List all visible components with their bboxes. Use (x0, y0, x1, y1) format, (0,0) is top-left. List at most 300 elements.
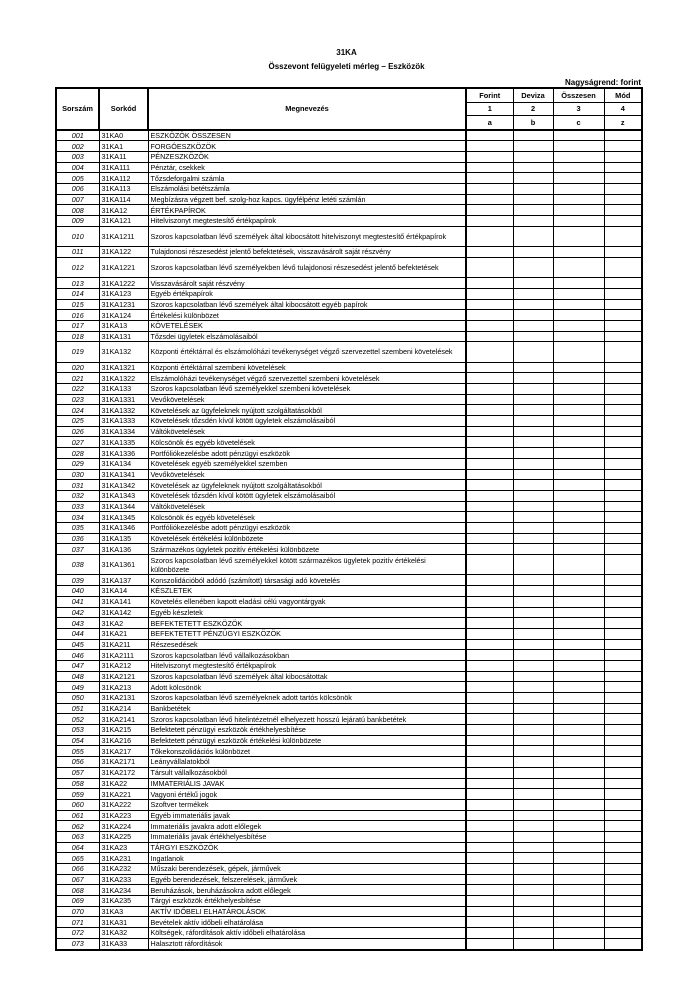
cell-deviza[interactable] (513, 141, 553, 152)
cell-osszesen[interactable] (553, 183, 604, 194)
cell-forint[interactable] (466, 650, 513, 661)
row-name: Szoros kapcsolatban lévő hitelintézetnél elhelyezett hosszú lejáratú bankbetétek (148, 714, 466, 725)
cell-mod[interactable] (604, 853, 642, 864)
cell-mod[interactable] (604, 151, 642, 162)
cell-forint[interactable] (466, 310, 513, 321)
cell-osszesen[interactable] (553, 384, 604, 395)
cell-osszesen[interactable] (553, 362, 604, 373)
cell-osszesen[interactable] (553, 257, 604, 277)
cell-osszesen[interactable] (553, 320, 604, 331)
cell-osszesen[interactable] (553, 778, 604, 789)
cell-osszesen[interactable] (553, 501, 604, 512)
cell-mod[interactable] (604, 405, 642, 416)
cell-forint[interactable] (466, 885, 513, 896)
cell-mod[interactable] (604, 226, 642, 246)
cell-osszesen[interactable] (553, 226, 604, 246)
cell-osszesen[interactable] (553, 533, 604, 544)
cell-forint[interactable] (466, 821, 513, 832)
cell-forint[interactable] (466, 555, 513, 575)
cell-deviza[interactable] (513, 821, 553, 832)
cell-deviza[interactable] (513, 288, 553, 299)
cell-forint[interactable] (466, 130, 513, 141)
cell-deviza[interactable] (513, 874, 553, 885)
cell-osszesen[interactable] (553, 650, 604, 661)
row-code: 31KA224 (99, 821, 148, 832)
row-number: 070 (56, 906, 99, 917)
cell-deviza[interactable] (513, 660, 553, 671)
cell-forint[interactable] (466, 437, 513, 448)
cell-forint[interactable] (466, 917, 513, 928)
cell-osszesen[interactable] (553, 928, 604, 939)
cell-deviza[interactable] (513, 320, 553, 331)
cell-osszesen[interactable] (553, 512, 604, 523)
cell-mod[interactable] (604, 874, 642, 885)
cell-forint[interactable] (466, 596, 513, 607)
cell-mod[interactable] (604, 789, 642, 800)
cell-forint[interactable] (466, 469, 513, 480)
cell-deviza[interactable] (513, 469, 553, 480)
cell-osszesen[interactable] (553, 448, 604, 459)
cell-mod[interactable] (604, 173, 642, 184)
cell-deviza[interactable] (513, 746, 553, 757)
cell-mod[interactable] (604, 555, 642, 575)
cell-osszesen[interactable] (553, 247, 604, 258)
cell-osszesen[interactable] (553, 130, 604, 141)
cell-forint[interactable] (466, 194, 513, 205)
cell-deviza[interactable] (513, 373, 553, 384)
cell-osszesen[interactable] (553, 575, 604, 586)
cell-deviza[interactable] (513, 512, 553, 523)
cell-deviza[interactable] (513, 458, 553, 469)
cell-osszesen[interactable] (553, 799, 604, 810)
cell-mod[interactable] (604, 512, 642, 523)
cell-osszesen[interactable] (553, 490, 604, 501)
cell-osszesen[interactable] (553, 278, 604, 289)
cell-mod[interactable] (604, 575, 642, 586)
cell-deviza[interactable] (513, 480, 553, 491)
cell-forint[interactable] (466, 842, 513, 853)
cell-forint[interactable] (466, 331, 513, 342)
cell-forint[interactable] (466, 278, 513, 289)
cell-osszesen[interactable] (553, 205, 604, 216)
cell-mod[interactable] (604, 671, 642, 682)
cell-forint[interactable] (466, 384, 513, 395)
row-name: Egyéb immateriális javak (148, 810, 466, 821)
cell-deviza[interactable] (513, 928, 553, 939)
cell-osszesen[interactable] (553, 288, 604, 299)
cell-mod[interactable] (604, 490, 642, 501)
cell-mod[interactable] (604, 628, 642, 639)
cell-mod[interactable] (604, 257, 642, 277)
cell-deviza[interactable] (513, 173, 553, 184)
cell-osszesen[interactable] (553, 767, 604, 778)
cell-deviza[interactable] (513, 906, 553, 917)
cell-forint[interactable] (466, 522, 513, 533)
cell-forint[interactable] (466, 205, 513, 216)
cell-deviza[interactable] (513, 767, 553, 778)
cell-forint[interactable] (466, 394, 513, 405)
cell-osszesen[interactable] (553, 310, 604, 321)
cell-forint[interactable] (466, 226, 513, 246)
cell-forint[interactable] (466, 628, 513, 639)
cell-deviza[interactable] (513, 342, 553, 362)
cell-forint[interactable] (466, 864, 513, 875)
cell-mod[interactable] (604, 384, 642, 395)
cell-deviza[interactable] (513, 789, 553, 800)
cell-deviza[interactable] (513, 278, 553, 289)
cell-osszesen[interactable] (553, 458, 604, 469)
cell-mod[interactable] (604, 331, 642, 342)
cell-forint[interactable] (466, 725, 513, 736)
cell-mod[interactable] (604, 141, 642, 152)
cell-mod[interactable] (604, 194, 642, 205)
cell-osszesen[interactable] (553, 194, 604, 205)
cell-forint[interactable] (466, 173, 513, 184)
cell-mod[interactable] (604, 842, 642, 853)
cell-deviza[interactable] (513, 183, 553, 194)
cell-forint[interactable] (466, 735, 513, 746)
cell-osszesen[interactable] (553, 416, 604, 427)
cell-mod[interactable] (604, 216, 642, 227)
cell-forint[interactable] (466, 216, 513, 227)
cell-mod[interactable] (604, 735, 642, 746)
cell-osszesen[interactable] (553, 628, 604, 639)
cell-deviza[interactable] (513, 205, 553, 216)
cell-mod[interactable] (604, 639, 642, 650)
cell-deviza[interactable] (513, 299, 553, 310)
cell-forint[interactable] (466, 405, 513, 416)
cell-forint[interactable] (466, 682, 513, 693)
cell-mod[interactable] (604, 394, 642, 405)
cell-mod[interactable] (604, 757, 642, 768)
cell-deviza[interactable] (513, 885, 553, 896)
cell-osszesen[interactable] (553, 173, 604, 184)
cell-deviza[interactable] (513, 416, 553, 427)
cell-forint[interactable] (466, 490, 513, 501)
cell-mod[interactable] (604, 320, 642, 331)
cell-mod[interactable] (604, 278, 642, 289)
cell-forint[interactable] (466, 512, 513, 523)
cell-mod[interactable] (604, 725, 642, 736)
cell-forint[interactable] (466, 767, 513, 778)
cell-mod[interactable] (604, 183, 642, 194)
cell-forint[interactable] (466, 714, 513, 725)
cell-mod[interactable] (604, 906, 642, 917)
cell-deviza[interactable] (513, 575, 553, 586)
cell-mod[interactable] (604, 938, 642, 949)
cell-forint[interactable] (466, 448, 513, 459)
cell-forint[interactable] (466, 703, 513, 714)
cell-deviza[interactable] (513, 162, 553, 173)
cell-mod[interactable] (604, 288, 642, 299)
cell-deviza[interactable] (513, 533, 553, 544)
cell-mod[interactable] (604, 810, 642, 821)
cell-osszesen[interactable] (553, 917, 604, 928)
cell-osszesen[interactable] (553, 842, 604, 853)
cell-deviza[interactable] (513, 896, 553, 907)
cell-deviza[interactable] (513, 362, 553, 373)
cell-deviza[interactable] (513, 725, 553, 736)
cell-mod[interactable] (604, 448, 642, 459)
cell-osszesen[interactable] (553, 426, 604, 437)
cell-deviza[interactable] (513, 628, 553, 639)
cell-mod[interactable] (604, 885, 642, 896)
cell-osszesen[interactable] (553, 544, 604, 555)
cell-mod[interactable] (604, 469, 642, 480)
cell-forint[interactable] (466, 831, 513, 842)
cell-deviza[interactable] (513, 586, 553, 597)
cell-deviza[interactable] (513, 938, 553, 949)
cell-forint[interactable] (466, 874, 513, 885)
cell-deviza[interactable] (513, 714, 553, 725)
row-name: TÁRGYI ESZKÖZÖK (148, 842, 466, 853)
cell-forint[interactable] (466, 162, 513, 173)
cell-deviza[interactable] (513, 216, 553, 227)
cell-osszesen[interactable] (553, 853, 604, 864)
cell-deviza[interactable] (513, 522, 553, 533)
cell-forint[interactable] (466, 288, 513, 299)
cell-osszesen[interactable] (553, 725, 604, 736)
cell-osszesen[interactable] (553, 480, 604, 491)
cell-forint[interactable] (466, 906, 513, 917)
cell-osszesen[interactable] (553, 331, 604, 342)
cell-forint[interactable] (466, 938, 513, 949)
cell-osszesen[interactable] (553, 885, 604, 896)
cell-deviza[interactable] (513, 194, 553, 205)
cell-forint[interactable] (466, 586, 513, 597)
cell-deviza[interactable] (513, 757, 553, 768)
cell-osszesen[interactable] (553, 831, 604, 842)
cell-osszesen[interactable] (553, 151, 604, 162)
cell-osszesen[interactable] (553, 714, 604, 725)
table-row (56, 639, 642, 650)
cell-deviza[interactable] (513, 151, 553, 162)
cell-forint[interactable] (466, 416, 513, 427)
cell-forint[interactable] (466, 320, 513, 331)
cell-deviza[interactable] (513, 247, 553, 258)
cell-mod[interactable] (604, 831, 642, 842)
cell-mod[interactable] (604, 480, 642, 491)
cell-mod[interactable] (604, 864, 642, 875)
cell-forint[interactable] (466, 544, 513, 555)
cell-deviza[interactable] (513, 544, 553, 555)
cell-mod[interactable] (604, 130, 642, 141)
cell-forint[interactable] (466, 480, 513, 491)
cell-mod[interactable] (604, 533, 642, 544)
cell-forint[interactable] (466, 141, 513, 152)
cell-mod[interactable] (604, 778, 642, 789)
cell-forint[interactable] (466, 671, 513, 682)
cell-deviza[interactable] (513, 437, 553, 448)
cell-forint[interactable] (466, 362, 513, 373)
cell-osszesen[interactable] (553, 821, 604, 832)
cell-mod[interactable] (604, 703, 642, 714)
cell-forint[interactable] (466, 458, 513, 469)
cell-deviza[interactable] (513, 310, 553, 321)
cell-osszesen[interactable] (553, 522, 604, 533)
cell-forint[interactable] (466, 607, 513, 618)
cell-mod[interactable] (604, 928, 642, 939)
cell-forint[interactable] (466, 426, 513, 437)
cell-deviza[interactable] (513, 703, 553, 714)
cell-forint[interactable] (466, 257, 513, 277)
cell-mod[interactable] (604, 437, 642, 448)
cell-deviza[interactable] (513, 490, 553, 501)
cell-mod[interactable] (604, 310, 642, 321)
cell-deviza[interactable] (513, 426, 553, 437)
cell-deviza[interactable] (513, 257, 553, 277)
cell-osszesen[interactable] (553, 555, 604, 575)
cell-mod[interactable] (604, 586, 642, 597)
cell-osszesen[interactable] (553, 394, 604, 405)
cell-forint[interactable] (466, 660, 513, 671)
cell-deviza[interactable] (513, 735, 553, 746)
cell-mod[interactable] (604, 596, 642, 607)
cell-mod[interactable] (604, 373, 642, 384)
cell-deviza[interactable] (513, 831, 553, 842)
cell-deviza[interactable] (513, 778, 553, 789)
cell-forint[interactable] (466, 789, 513, 800)
cell-deviza[interactable] (513, 607, 553, 618)
cell-mod[interactable] (604, 299, 642, 310)
cell-mod[interactable] (604, 205, 642, 216)
cell-forint[interactable] (466, 575, 513, 586)
cell-forint[interactable] (466, 928, 513, 939)
cell-mod[interactable] (604, 821, 642, 832)
cell-mod[interactable] (604, 917, 642, 928)
cell-forint[interactable] (466, 799, 513, 810)
cell-deviza[interactable] (513, 331, 553, 342)
cell-forint[interactable] (466, 757, 513, 768)
cell-forint[interactable] (466, 151, 513, 162)
cell-osszesen[interactable] (553, 703, 604, 714)
cell-forint[interactable] (466, 693, 513, 704)
cell-osszesen[interactable] (553, 216, 604, 227)
cell-osszesen[interactable] (553, 874, 604, 885)
cell-mod[interactable] (604, 162, 642, 173)
cell-osszesen[interactable] (553, 864, 604, 875)
cell-deviza[interactable] (513, 226, 553, 246)
cell-deviza[interactable] (513, 384, 553, 395)
cell-deviza[interactable] (513, 810, 553, 821)
cell-deviza[interactable] (513, 853, 553, 864)
cell-forint[interactable] (466, 183, 513, 194)
cell-mod[interactable] (604, 714, 642, 725)
cell-forint[interactable] (466, 618, 513, 629)
row-name: Immateriális javak értékhelyesbítése (148, 831, 466, 842)
cell-forint[interactable] (466, 639, 513, 650)
cell-mod[interactable] (604, 693, 642, 704)
cell-deviza[interactable] (513, 596, 553, 607)
cell-mod[interactable] (604, 767, 642, 778)
cell-forint[interactable] (466, 342, 513, 362)
cell-mod[interactable] (604, 342, 642, 362)
cell-mod[interactable] (604, 416, 642, 427)
cell-deviza[interactable] (513, 394, 553, 405)
cell-osszesen[interactable] (553, 810, 604, 821)
cell-osszesen[interactable] (553, 682, 604, 693)
cell-osszesen[interactable] (553, 618, 604, 629)
cell-mod[interactable] (604, 650, 642, 661)
cell-osszesen[interactable] (553, 405, 604, 416)
cell-osszesen[interactable] (553, 469, 604, 480)
cell-deviza[interactable] (513, 799, 553, 810)
cell-deviza[interactable] (513, 639, 553, 650)
cell-osszesen[interactable] (553, 693, 604, 704)
cell-osszesen[interactable] (553, 757, 604, 768)
cell-deviza[interactable] (513, 650, 553, 661)
cell-deviza[interactable] (513, 130, 553, 141)
cell-deviza[interactable] (513, 864, 553, 875)
cell-osszesen[interactable] (553, 373, 604, 384)
cell-deviza[interactable] (513, 917, 553, 928)
cell-forint[interactable] (466, 810, 513, 821)
cell-osszesen[interactable] (553, 671, 604, 682)
cell-mod[interactable] (604, 544, 642, 555)
cell-mod[interactable] (604, 618, 642, 629)
cell-osszesen[interactable] (553, 586, 604, 597)
cell-osszesen[interactable] (553, 896, 604, 907)
cell-forint[interactable] (466, 247, 513, 258)
cell-forint[interactable] (466, 299, 513, 310)
cell-osszesen[interactable] (553, 746, 604, 757)
cell-deviza[interactable] (513, 842, 553, 853)
cell-forint[interactable] (466, 373, 513, 384)
cell-deviza[interactable] (513, 501, 553, 512)
cell-osszesen[interactable] (553, 596, 604, 607)
cell-mod[interactable] (604, 607, 642, 618)
cell-mod[interactable] (604, 660, 642, 671)
cell-mod[interactable] (604, 501, 642, 512)
cell-osszesen[interactable] (553, 437, 604, 448)
cell-mod[interactable] (604, 799, 642, 810)
cell-deviza[interactable] (513, 405, 553, 416)
cell-deviza[interactable] (513, 555, 553, 575)
cell-osszesen[interactable] (553, 162, 604, 173)
cell-deviza[interactable] (513, 618, 553, 629)
cell-mod[interactable] (604, 682, 642, 693)
cell-deviza[interactable] (513, 693, 553, 704)
cell-forint[interactable] (466, 853, 513, 864)
cell-osszesen[interactable] (553, 299, 604, 310)
row-number: 055 (56, 746, 99, 757)
cell-osszesen[interactable] (553, 607, 604, 618)
cell-mod[interactable] (604, 896, 642, 907)
cell-mod[interactable] (604, 362, 642, 373)
cell-forint[interactable] (466, 778, 513, 789)
cell-osszesen[interactable] (553, 735, 604, 746)
cell-forint[interactable] (466, 746, 513, 757)
cell-deviza[interactable] (513, 682, 553, 693)
cell-mod[interactable] (604, 247, 642, 258)
cell-forint[interactable] (466, 533, 513, 544)
cell-mod[interactable] (604, 426, 642, 437)
cell-deviza[interactable] (513, 448, 553, 459)
cell-osszesen[interactable] (553, 141, 604, 152)
cell-mod[interactable] (604, 746, 642, 757)
cell-mod[interactable] (604, 522, 642, 533)
cell-forint[interactable] (466, 501, 513, 512)
cell-osszesen[interactable] (553, 639, 604, 650)
cell-deviza[interactable] (513, 671, 553, 682)
cell-osszesen[interactable] (553, 342, 604, 362)
cell-forint[interactable] (466, 896, 513, 907)
cell-mod[interactable] (604, 458, 642, 469)
cell-osszesen[interactable] (553, 789, 604, 800)
cell-osszesen[interactable] (553, 660, 604, 671)
cell-osszesen[interactable] (553, 938, 604, 949)
cell-osszesen[interactable] (553, 906, 604, 917)
